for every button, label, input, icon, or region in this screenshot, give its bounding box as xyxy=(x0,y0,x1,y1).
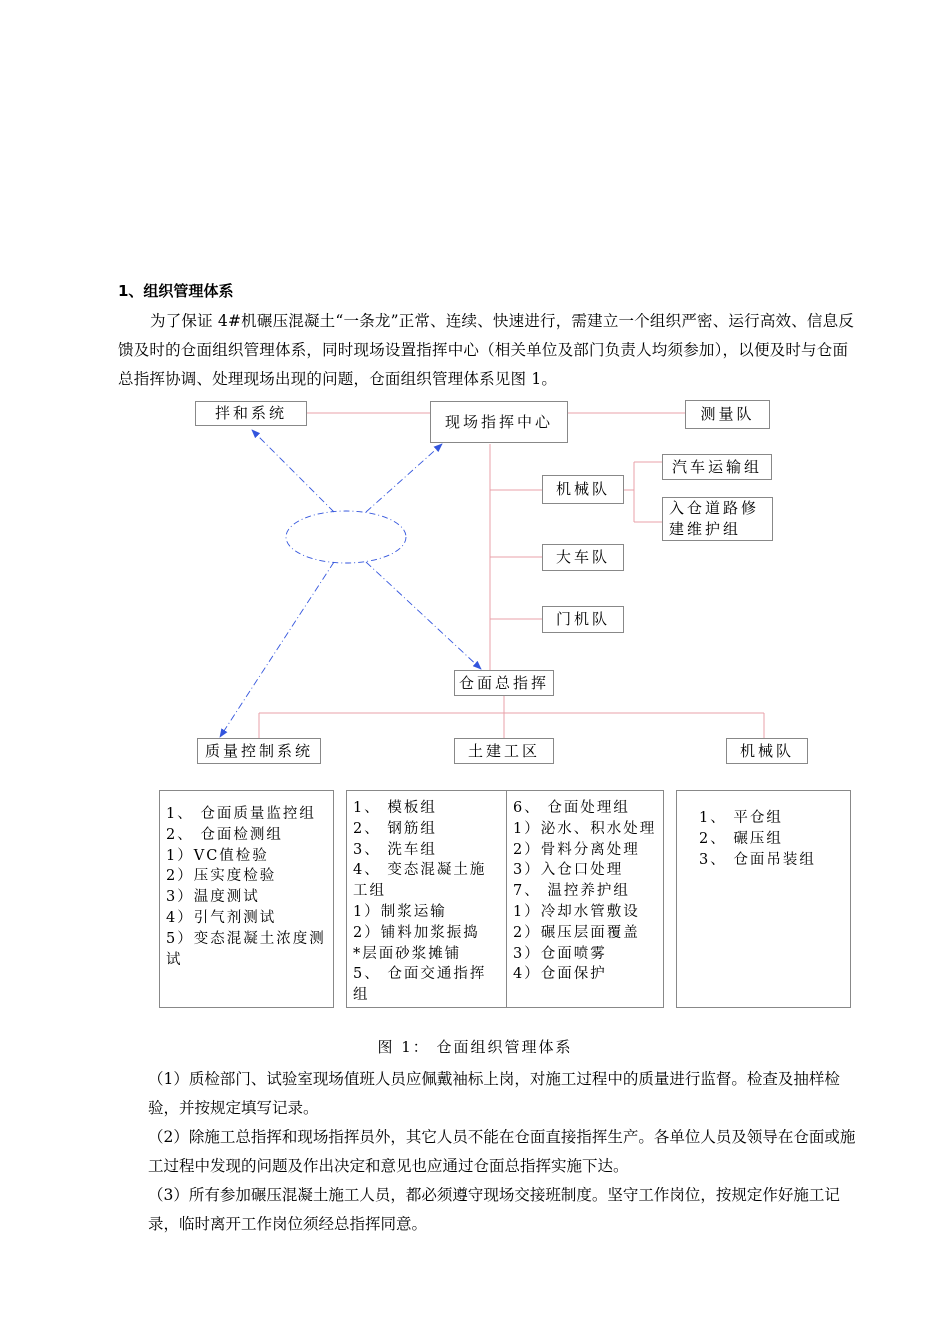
civil-list-right xyxy=(506,790,664,1008)
list-item: 6、 仓面处理组 xyxy=(513,800,630,816)
list-item: 2）骨料分离处理 xyxy=(513,841,640,858)
list-item: 2、 仓面检测组 xyxy=(166,826,283,843)
list-item: 3）仓面喷雾 xyxy=(513,945,607,962)
list-item: 3、 仓面吊装组 xyxy=(699,851,816,868)
civil-list-left xyxy=(346,790,507,1008)
list-item: 2）压实度检验 xyxy=(166,868,277,885)
civil-area-box: 土建工区 xyxy=(454,738,554,764)
note-1: （1）质检部门、试验室现场值班人员应佩戴袖标上岗，对施工过程中的质量进行监督。检查及抽样检验，并按规定填写记录。 xyxy=(148,1070,840,1117)
list-item: 7、 温控养护组 xyxy=(513,883,630,900)
list-item: 4）仓面保护 xyxy=(513,966,607,983)
coordination-ellipse xyxy=(286,511,406,563)
list-item: 1）VC值检验 xyxy=(166,847,269,864)
quality-list xyxy=(159,790,334,1008)
gantry-team-box: 门机队 xyxy=(542,606,624,633)
list-item: 5、 仓面交通指挥组 xyxy=(353,966,487,1004)
note-3: （3）所有参加碾压混凝土施工人员，都必须遵守现场交接班制度。坚守工作岗位，按规定作好施工记录，临时离开工作岗位须经总指挥同意。 xyxy=(148,1186,840,1233)
note-2: （2）除施工总指挥和现场指挥员外，其它人员不能在仓面直接指挥生产。各单位人员及领导在仓面或施工过程中发现的问题及作出决定和意见也应通过仓面总指挥实施下达。 xyxy=(148,1128,856,1175)
machinery-team-2-box: 机械队 xyxy=(726,738,808,764)
big-truck-team-box: 大车队 xyxy=(542,544,624,571)
list-item: 3）入仓口处理 xyxy=(513,862,624,879)
list-item: 2）铺料加浆振捣 xyxy=(353,924,480,941)
truck-group-box: 汽车运输组 xyxy=(662,454,772,480)
list-item: 1）制浆运输 xyxy=(353,903,447,920)
list-item: 1）冷却水管敷设 xyxy=(513,903,640,920)
list-item: 1、 平仓组 xyxy=(699,810,783,826)
list-item: 2、 钢筋组 xyxy=(353,820,437,837)
list-item: 1）泌水、积水处理 xyxy=(513,820,657,837)
list-item: *层面砂浆摊铺 xyxy=(353,945,462,962)
list-item: 4）引气剂测试 xyxy=(166,909,277,926)
list-item: 1、 模板组 xyxy=(353,800,437,816)
list-item: 1、 仓面质量监控组 xyxy=(166,806,316,822)
list-item: 4、 变态混凝土施工组 xyxy=(353,862,487,900)
list-item: 2）碾压层面覆盖 xyxy=(513,924,640,941)
list-item: 2、 碾压组 xyxy=(699,830,783,847)
list-item: 3、 洗车组 xyxy=(353,841,437,858)
deck-commander-box: 仓面总指挥 xyxy=(454,670,554,696)
command-center-box: 现场指挥中心 xyxy=(430,401,568,443)
list-item: 3）温度测试 xyxy=(166,889,260,906)
mixing-system-box: 拌和系统 xyxy=(195,401,307,426)
road-group-box: 入仓道路修建维护组 xyxy=(662,497,773,541)
survey-team-box: 测量队 xyxy=(685,400,770,429)
list-item: 5）变态混凝土浓度测试 xyxy=(166,930,326,968)
quality-system-box: 质量控制系统 xyxy=(197,738,321,764)
machinery-team-box: 机械队 xyxy=(542,475,624,504)
figure-caption: 图 1： 仓面组织管理体系 xyxy=(377,1038,573,1056)
intro-paragraph-text: 为了保证 4#机碾压混凝土“一条龙”正常、连续、快速进行，需建立一个组织严密、运行高效、信息反馈及时的仓面组织管理体系，同时现场设置指挥中心（相关单位及部门负责人均须参加），以便及时与仓面总指挥协调、处理现场出现的问题，仓面组织管理体系见图 1。 xyxy=(118,312,855,388)
machinery-list xyxy=(676,790,851,1008)
section-heading: 1、组织管理体系 xyxy=(118,282,234,300)
